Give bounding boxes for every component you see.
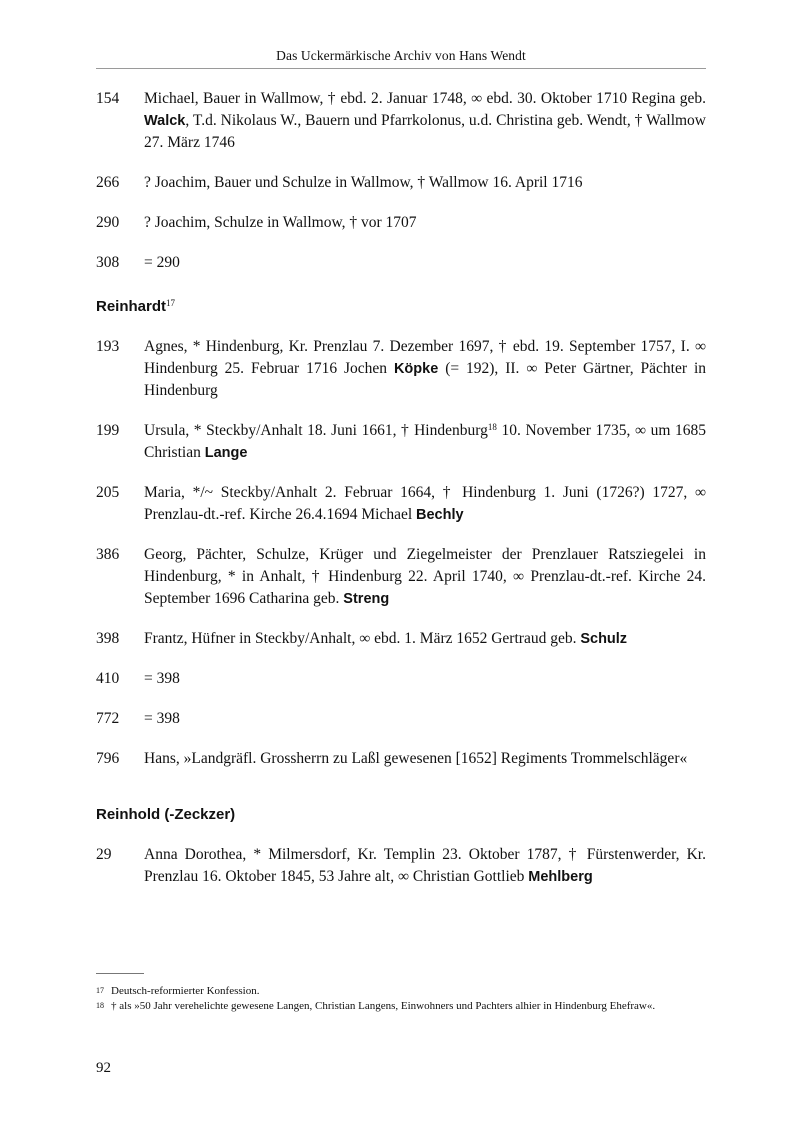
entry-text-segment: 10. November 1735, ∞ um 1685 Christian <box>144 422 707 461</box>
entry <box>96 708 706 730</box>
entry-number: 29 <box>96 846 112 863</box>
footnote-17 <box>96 984 706 999</box>
page-number: 92 <box>96 1060 111 1076</box>
entry-number: 410 <box>96 670 120 687</box>
entry-text-segment: ? Joachim, Bauer und Schulze in Wallmow, † Wallmow 16. April 1716 <box>144 174 583 191</box>
footnote-mark: 17 <box>96 986 104 995</box>
entry-number: 398 <box>96 630 120 647</box>
entry-number: 266 <box>96 174 120 191</box>
entry-text <box>144 708 706 730</box>
surname: Köpke <box>393 361 439 377</box>
entry <box>96 212 706 234</box>
entry <box>96 844 706 888</box>
entry-number: 308 <box>96 254 120 271</box>
surname: Walck <box>144 113 186 129</box>
footnote-text: Deutsch-reformierter Konfession. <box>111 985 260 997</box>
entry-number: 154 <box>96 90 120 107</box>
entry-text <box>144 544 706 610</box>
surname: Lange <box>204 445 248 461</box>
entry-number: 772 <box>96 710 120 727</box>
entry-text <box>144 668 706 690</box>
entry <box>96 420 706 464</box>
entry-text-segment: Frantz, Hüfner in Steckby/Anhalt, ∞ ebd. 1. März 1652 Gertraud geb. <box>144 630 581 647</box>
footnote-rule <box>96 973 144 974</box>
entry-text-segment: = 290 <box>144 254 180 271</box>
entry-text <box>144 748 706 770</box>
entry-text-segment: (= 192), II. ∞ Peter Gärtner, Pächter in Hindenburg <box>144 360 706 399</box>
entry-number: 386 <box>96 546 120 563</box>
section-heading-reinhardt <box>96 296 706 318</box>
entry-list-reinhardt <box>96 336 706 770</box>
entry-text-segment: Anna Dorothea, * Milmersdorf, Kr. Templin 23. Oktober 1787, † Fürstenwerder, Kr. Prenzlau 16. Oktober 1845, 53 Jahre alt, ∞ Christian Gottlieb <box>144 846 706 885</box>
entry-text <box>144 482 706 526</box>
entry-text <box>144 628 706 650</box>
entry-text <box>144 172 706 194</box>
entry-list-reinhold <box>96 844 706 888</box>
entry-number: 205 <box>96 484 120 501</box>
footnotes <box>96 984 706 1014</box>
entry-text <box>144 420 706 464</box>
entry-text <box>144 212 706 234</box>
header-rule <box>96 68 706 69</box>
entry-text-segment: = 398 <box>144 710 180 727</box>
entry <box>96 88 706 154</box>
entry-text-segment: Georg, Pächter, Schulze, Krüger und Ziegelmeister der Prenzlauer Ratsziegelei in Hindenburg, * in Anhalt, † Hindenburg 22. April 1740, ∞ Prenzlau-dt.-ref. Kirche 24. September 1696 Catharina geb. <box>144 546 706 607</box>
footnote-ref: 17 <box>166 298 176 309</box>
entry <box>96 172 706 194</box>
page-body <box>96 88 706 906</box>
entry-text-segment: Hans, »Landgräfl. Grossherrn zu Laßl gewesenen [1652] Regiments Trommelschläger« <box>144 750 688 767</box>
entry <box>96 668 706 690</box>
entry-text <box>144 252 706 274</box>
entry-list-top <box>96 88 706 274</box>
entry-text-segment: ? Joachim, Schulze in Wallmow, † vor 1707 <box>144 214 417 231</box>
section-heading-reinhold: Reinhold (-Zeckzer) <box>96 806 236 823</box>
surname: Streng <box>343 591 390 607</box>
section-heading-text: Reinhardt <box>96 298 167 315</box>
entry-text-segment: , T.d. Nikolaus W., Bauern und Pfarrkolonus, u.d. Christina geb. Wendt, † Wallmow 27. März 1746 <box>144 112 706 151</box>
entry-text <box>144 88 706 154</box>
entry <box>96 544 706 610</box>
surname: Bechly <box>416 507 464 523</box>
running-head: Das Uckermärkische Archiv von Hans Wendt <box>276 48 526 63</box>
entry-number: 193 <box>96 338 120 355</box>
entry <box>96 336 706 402</box>
footnote-ref: 18 <box>487 422 497 433</box>
entry-text-segment: Maria, */~ Steckby/Anhalt 2. Februar 1664, † Hindenburg 1. Juni (1726?) 1727, ∞ Prenzlau-dt.-ref. Kirche 26.4.1694 Michael <box>144 484 706 523</box>
entry-text <box>144 336 706 402</box>
entry-text-segment: Michael, Bauer in Wallmow, † ebd. 2. Januar 1748, ∞ ebd. 30. Oktober 1710 Regina geb. <box>144 90 706 107</box>
entry-number: 290 <box>96 214 120 231</box>
entry <box>96 482 706 526</box>
entry-text-segment: Agnes, * Hindenburg, Kr. Prenzlau 7. Dezember 1697, † ebd. 19. September 1757, I. ∞ Hindenburg 25. Februar 1716 Jochen <box>144 338 706 377</box>
entry-number: 199 <box>96 422 120 439</box>
surname: Schulz <box>580 631 628 647</box>
entry-number: 796 <box>96 750 120 767</box>
footnote-mark: 18 <box>96 1001 104 1010</box>
entry <box>96 252 706 274</box>
entry-text <box>144 844 706 888</box>
surname: Mehlberg <box>528 869 593 885</box>
footnote-text: † als »50 Jahr verehelichte gewesene Langen, Christian Langens, Einwohners und Pachters alhier in Hindenburg Ehefraw«. <box>111 1000 656 1012</box>
entry <box>96 748 706 770</box>
footnote-18 <box>96 999 706 1014</box>
entry-text-segment: Ursula, * Steckby/Anhalt 18. Juni 1661, † Hindenburg <box>144 422 488 439</box>
entry-text-segment: = 398 <box>144 670 180 687</box>
entry <box>96 628 706 650</box>
